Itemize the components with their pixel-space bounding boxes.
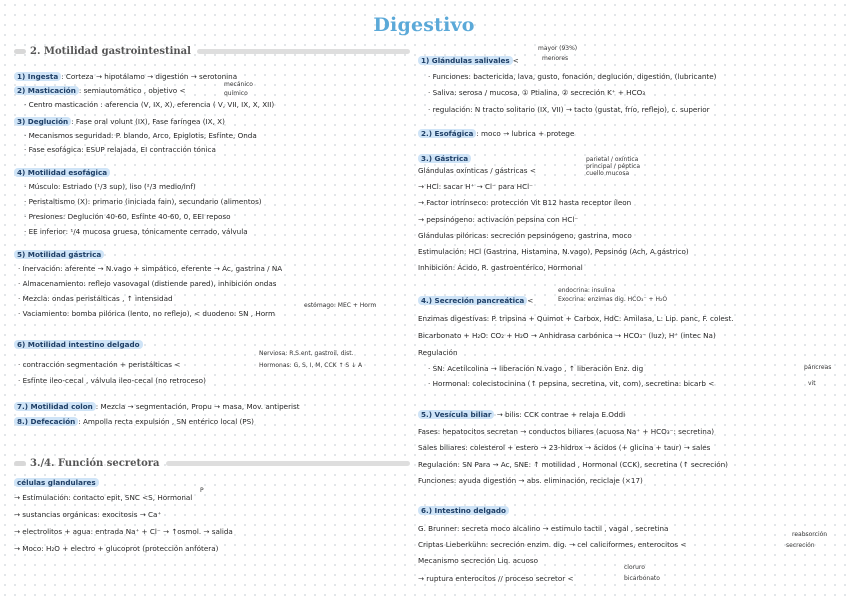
note-line: 5.) Vesícula biliar → bilis: CCK contrae + relaja E.Oddi: [418, 410, 625, 419]
note-line: 1) Glándulas salivales <: [418, 56, 519, 65]
note-line: 6) Motilidad intestino delgado: [14, 340, 143, 349]
note-line: · Mecanismos seguridad: P. blando, Arco, Epiglotis, Esfínte, Onda: [24, 131, 257, 140]
annotation: Nerviosa: R.S.ent, gastroil, dist.: [259, 350, 354, 357]
annotation: principal / péptica: [586, 163, 641, 170]
note-line: · Peristaltismo (X): primario (iniciada fain), secundario (alimentos): [24, 197, 262, 206]
note-line: 3) Deglución : Fase oral volunt (IX), Fase faríngea (IX, X): [14, 117, 225, 126]
annotation: vit: [808, 380, 816, 387]
note-line: · SN: Acetilcolina → liberación N.vago , ↑ liberación Enz. dig: [428, 364, 644, 373]
annotation: mecánico: [224, 81, 253, 88]
note-line: Enzimas digestivas: P. tripsina + Quimot + Carbox, HdC: Amilasa, L: Lip. panc, F. colest.: [418, 314, 734, 323]
note-line: → Factor intrínseco: protección Vit B12 hasta receptor íleon: [418, 198, 632, 207]
note-line: Glándulas pilóricas: secreción pepsinógeno, gastrina, moco: [418, 231, 632, 240]
annotation: estómago: MEC + Horm: [304, 302, 377, 309]
note-line: → HCl: sacar H⁺ → Cl⁻ para HCl⁻: [418, 182, 533, 191]
note-line: Regulación: [418, 348, 458, 357]
note-line: · Saliva: serosa / mucosa, ① Ptialina, ② secreción K⁺ + HCO₃: [428, 88, 646, 97]
annotation: páncreas: [804, 364, 832, 371]
note-line: → Moco: H₂O + electro + glucoprot (protección anfótera): [14, 544, 219, 553]
note-line: Inhibición: Ácido, R. gastroentérico, Hormonal: [418, 263, 583, 272]
annotation: menores: [542, 55, 569, 62]
note-line: · Centro masticación : aferencia (V, IX, X), eferencia ( V, VII, IX, X, XII): [24, 100, 275, 109]
note-line: 5) Motilidad gástrica: [14, 250, 104, 259]
note-line: · Funciones: bactericida, lava, gusto, fonación, deglución, digestión, (lubricante): [428, 72, 717, 81]
left-column: [14, 44, 410, 594]
note-line: células glandulares: [14, 478, 99, 487]
note-line: G. Brunner: secreta moco alcalino → estimulo tactil , vagal , secretina: [418, 524, 669, 533]
note-line: → electrolitos + agua: entrada Na⁺ + Cl⁻ → ↑osmol. → salida: [14, 527, 233, 536]
note-line: · Músculo: Estriado (¹/3 sup), liso (²/3 medio/inf): [24, 182, 196, 191]
note-line: · Fase esofágica: ESUP relajada, EI contracción tónica: [24, 145, 216, 154]
heading-bar-icon: [14, 461, 26, 466]
note-line: · EE inferior: ¹/4 mucosa gruesa, tónicamente cerrado, válvula: [24, 227, 248, 236]
annotation: Exocrina: enzimas dig. HCO₃⁻ + H₂O: [558, 296, 668, 303]
right-column: [418, 44, 840, 594]
note-line: · Hormonal: colecistocinina (↑ pepsina, secretina, vit, com), secretina: bicarb <: [428, 379, 715, 388]
note-line: 3.) Gástrica: [418, 154, 471, 163]
note-line: 1) Ingesta : Corteza → hipotálamo → digestión → serotonina: [14, 72, 237, 81]
note-line: · Presiones: Deglución 40-60, Esfínte 40-60, 0, EEI reposo: [24, 212, 231, 221]
note-line: · regulación: N tracto solitario (IX, VII) → tacto (gustat, frío, reflejo), c. superior: [428, 105, 710, 114]
heading-rule: [197, 49, 410, 54]
note-line: Estimulación: HCl (Gastrina, Histamina, N.vago), Pepsinóg (Ach, A.gástrico): [418, 247, 689, 256]
note-line: 4) Motilidad esofágica: [14, 168, 110, 177]
note-line: · contracción segmentación + peristálticas <: [18, 360, 181, 369]
section-heading-motilidad: 2. Motilidad gastrointestinal: [14, 44, 410, 58]
note-line: 4.) Secreción pancreática <: [418, 296, 533, 305]
heading-rule: [166, 461, 410, 466]
note-line: Fases: hepatocitos secretan → conductos biliares (acuosa Na⁺ + HCO₃⁻: secretina): [418, 427, 715, 436]
note-line: · Inervación: aferente → N.vago + simpático, eferente → Ac, gastrina / NA: [18, 264, 283, 273]
note-line: 8.) Defecación : Ampolla recta expulsión , SN entérico local (PS): [14, 417, 254, 426]
note-line: → Estimulación: contacto epit, SNC <S, Hormonal: [14, 493, 193, 502]
page-title: Digestivo: [373, 14, 475, 36]
annotation: secreción: [786, 542, 815, 549]
annotation: bicarbonato: [624, 575, 660, 582]
heading-bar-icon: [14, 49, 26, 54]
annotation: parietal / oxíntica: [586, 156, 639, 163]
section-heading-secretora: 3./4. Función secretora: [14, 456, 410, 470]
note-line: Bicarbonato + H₂O: CO₂ + H₂O → Anhidrasa carbónica → HCO₃⁻ (luz), H⁺ (intec Na): [418, 331, 716, 340]
annotation: mayor (93%): [538, 45, 578, 52]
note-line: 7.) Motilidad colon : Mezcla → segmentación, Propu → masa, Mov. antiperist: [14, 402, 300, 411]
annotation: reabsorción: [792, 531, 828, 538]
annotation: cloruro: [624, 564, 645, 571]
note-line: Funciones: ayuda digestión → abs. eliminación, reciclaje (×17): [418, 476, 643, 485]
note-line: Mecanismo secreción Liq. acuoso: [418, 556, 539, 565]
annotation: endocrina: insulina: [558, 287, 616, 294]
note-line: → ruptura enterocitos // proceso secretor <: [418, 574, 574, 583]
note-line: → sustancias orgánicas: exocitosis → Ca⁺: [14, 510, 162, 519]
note-line: Sales biliares: colesterol + estero → 23-hidrox → ácidos (+ glicina + taur) → sales: [418, 443, 711, 452]
note-line: · Esfínte ileo-cecal , válvula ileo-cecal (no retroceso): [18, 376, 206, 385]
annotation: P: [200, 487, 204, 494]
note-line: 2) Masticación : semiautomático , objetivo <: [14, 86, 185, 95]
note-line: 2.) Esofágica : moco → lubrica + protege: [418, 129, 574, 138]
annotation: cuello mucosa: [586, 170, 630, 177]
note-line: → pepsinógeno: activación pepsina con HCl⁻: [418, 215, 579, 224]
note-line: 6.) Intestino delgado: [418, 506, 509, 515]
note-line: Criptas Lieberkühn: secreción enzim. dig. → cel caliciformes, enterocitos <: [418, 540, 687, 549]
note-line: · Almacenamiento: reflejo vasovagal (distiende pared), inhibición ondas: [18, 279, 277, 288]
note-line: Glándulas oxínticas / gástricas <: [418, 166, 536, 175]
note-line: · Mezcla: ondas peristálticas , ↑ intensidad: [18, 294, 173, 303]
note-line: Regulación: SN Para → Ac, SNE: ↑ motilidad , Hormonal (CCK), secretina (↑ secreción): [418, 460, 728, 469]
note-line: · Vaciamiento: bomba pilórica (lento, no reflejo), < duodeno: SN , Horm: [18, 309, 275, 318]
annotation: químico: [224, 90, 248, 97]
annotation: Hormonas: G, S, I, M, CCK ↑ S ↓ A: [259, 362, 363, 369]
